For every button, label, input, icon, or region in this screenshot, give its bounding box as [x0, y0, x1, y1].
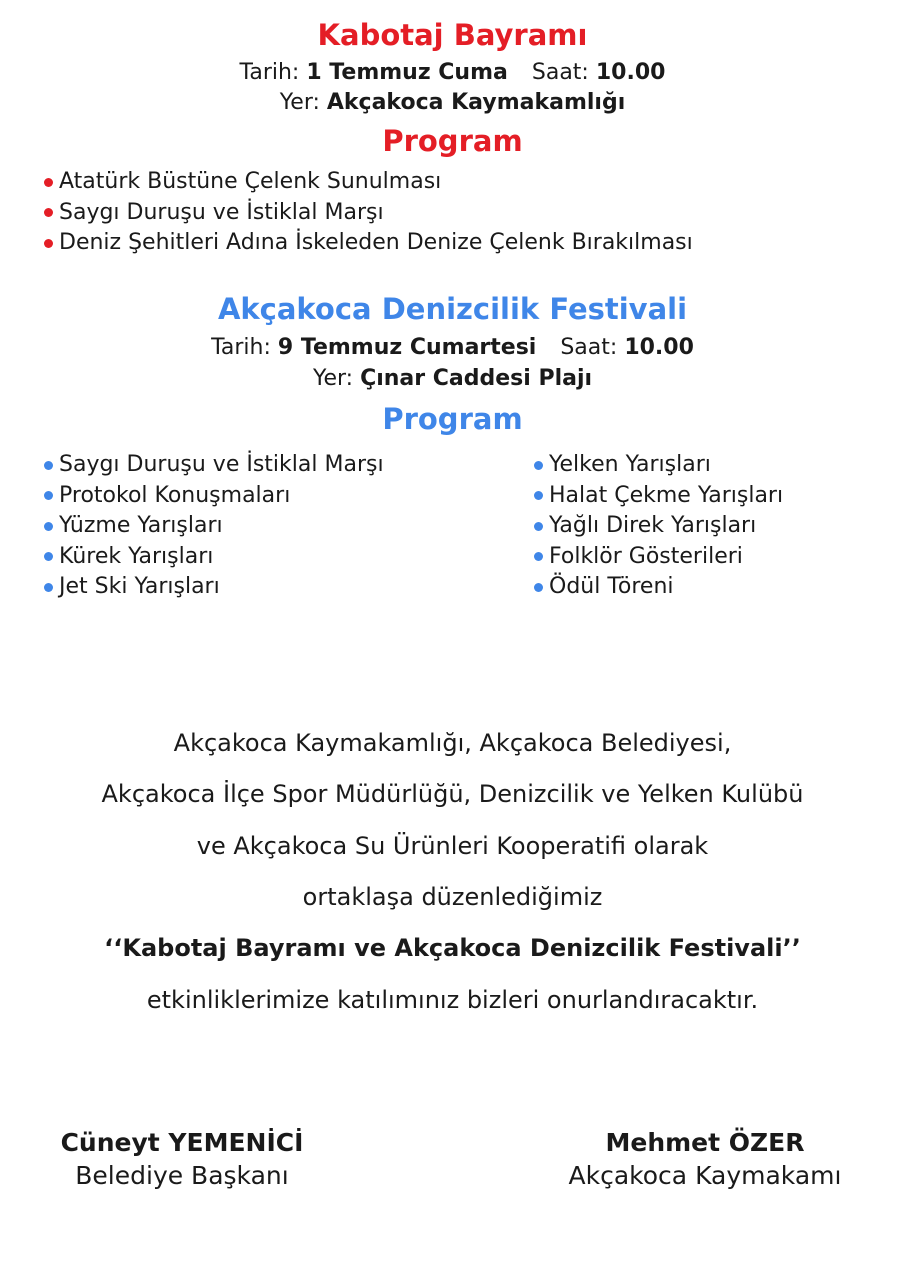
list-item: Saygı Duruşu ve İstiklal Marşı — [44, 450, 384, 481]
signature-left — [42, 1128, 322, 1190]
list-item: Halat Çekme Yarışları — [534, 481, 783, 512]
list-item: Protokol Konuşmaları — [44, 481, 384, 512]
place-value: Akçakoca Kaymakamlığı — [326, 90, 626, 115]
message-line-3: ve Akçakoca Su Ürünleri Kooperatifi olarak — [196, 832, 709, 860]
message-line-4: ortaklaşa düzenlediğimiz — [302, 883, 603, 911]
date-label: Tarih: — [211, 335, 271, 360]
bullet-dot-icon — [44, 208, 53, 217]
place-label: Yer: — [312, 366, 354, 391]
list-item: Deniz Şehitleri Adına İskeleden Denize Çelenk Bırakılması — [44, 228, 693, 259]
festival-program-title: Program — [382, 402, 523, 436]
signature-name: Mehmet ÖZER — [605, 1128, 805, 1157]
bullet-dot-icon — [44, 239, 53, 248]
list-item: Atatürk Büstüne Çelenk Sunulması — [44, 167, 693, 198]
festival-program-right — [534, 450, 783, 603]
bullet-dot-icon — [534, 461, 543, 470]
list-item: Kürek Yarışları — [44, 542, 384, 573]
kabotaj-date-time — [0, 60, 905, 85]
kabotaj-place — [0, 90, 905, 115]
list-item: Yağlı Direk Yarışları — [534, 511, 783, 542]
date-value: 1 Temmuz Cuma — [306, 60, 508, 85]
bullet-dot-icon — [44, 583, 53, 592]
signature-role: Belediye Başkanı — [75, 1161, 289, 1190]
date-value: 9 Temmuz Cumartesi — [277, 335, 537, 360]
festival-title: Akçakoca Denizcilik Festivali — [217, 292, 688, 326]
message-line-1: Akçakoca Kaymakamlığı, Akçakoca Belediyesi, — [173, 729, 732, 757]
bullet-dot-icon — [534, 522, 543, 531]
kabotaj-program-list — [44, 167, 693, 259]
place-label: Yer: — [279, 90, 320, 115]
message-event-names: ‘‘Kabotaj Bayramı ve Akçakoca Denizcilik Festivali’’ — [104, 934, 801, 962]
time-label: Saat: — [531, 60, 589, 85]
place-value: Çınar Caddesi Plajı — [360, 366, 593, 391]
list-item: Ödül Töreni — [534, 572, 783, 603]
festival-program-left — [44, 450, 384, 603]
list-item: Yüzme Yarışları — [44, 511, 384, 542]
message-line-2: Akçakoca İlçe Spor Müdürlüğü, Denizcilik ve Yelken Kulübü — [101, 780, 804, 808]
kabotaj-title: Kabotaj Bayramı — [317, 18, 588, 52]
kabotaj-program-title: Program — [382, 124, 523, 158]
bullet-dot-icon — [534, 583, 543, 592]
festival-place — [0, 366, 905, 391]
bullet-dot-icon — [44, 178, 53, 187]
time-value: 10.00 — [624, 335, 694, 360]
bullet-dot-icon — [44, 522, 53, 531]
list-item: Folklör Gösterileri — [534, 542, 783, 573]
message-line-6: etkinliklerimize katılımınız bizleri onurlandıracaktır. — [146, 986, 759, 1014]
signature-name: Cüneyt YEMENİCİ — [60, 1128, 304, 1157]
festival-date-time — [0, 335, 905, 360]
bullet-dot-icon — [534, 552, 543, 561]
list-item: Yelken Yarışları — [534, 450, 783, 481]
bullet-dot-icon — [44, 491, 53, 500]
list-item: Saygı Duruşu ve İstiklal Marşı — [44, 198, 693, 229]
list-item: Jet Ski Yarışları — [44, 572, 384, 603]
signature-role: Akçakoca Kaymakamı — [568, 1161, 842, 1190]
date-label: Tarih: — [239, 60, 300, 85]
time-value: 10.00 — [595, 60, 666, 85]
bullet-dot-icon — [534, 491, 543, 500]
signature-right — [540, 1128, 870, 1190]
time-label: Saat: — [560, 335, 618, 360]
bullet-dot-icon — [44, 552, 53, 561]
bullet-dot-icon — [44, 461, 53, 470]
